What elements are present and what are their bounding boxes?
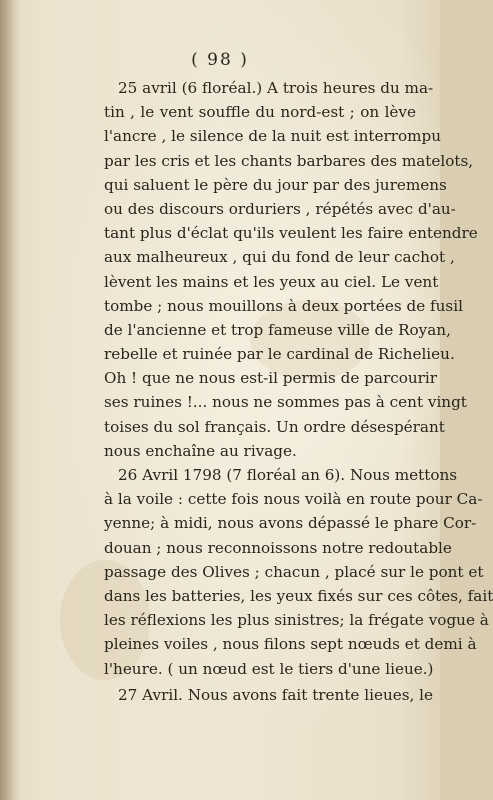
text-line: nous enchaîne au rivage. xyxy=(104,441,297,460)
text-line: passage des Olives ; chacun , placé sur le pont et xyxy=(104,562,484,581)
spine-shadow xyxy=(0,0,20,800)
text-line: par les cris et les chants barbares des matelots, xyxy=(104,151,474,170)
text-line: ses ruines !... nous ne sommes pas à cent vingt xyxy=(104,393,467,412)
text-line: pleines voiles , nous filons sept nœuds et demi à xyxy=(104,635,477,654)
text-line: yenne; à midi, nous avons dépassé le phare Cor- xyxy=(104,514,477,533)
text-line: Oh ! que ne nous est-il permis de parcourir xyxy=(104,369,438,388)
page-number: ( 98 ) xyxy=(191,50,249,70)
text-line: rebelle et ruinée par le cardinal de Richelieu. xyxy=(104,345,455,364)
text-line: aux malheureux , qui du fond de leur cachot , xyxy=(104,248,455,267)
text-line: de l'ancienne et trop fameuse ville de Royan, xyxy=(104,320,451,339)
text-line: l'heure. ( un nœud est le tiers d'une lieue.) xyxy=(104,659,434,678)
text-line: à la voile : cette fois nous voilà en route pour Ca- xyxy=(104,490,483,509)
text-line: douan ; nous reconnoissons notre redoutable xyxy=(104,538,452,557)
text-line: toises du sol français. Un ordre désespérant xyxy=(104,417,445,436)
text-line: 25 avril (6 floréal.) A trois heures du ma- xyxy=(118,79,434,97)
text-line: tombe ; nous mouillons à deux portées de fusil xyxy=(104,296,463,315)
text-line: dans les batteries, les yeux fixés sur ces côtes, fait xyxy=(104,586,493,605)
text-line: tin , le vent souffle du nord-est ; on lève xyxy=(104,103,416,122)
text-line: lèvent les mains et les yeux au ciel. Le vent xyxy=(104,272,439,291)
text-line: 26 Avril 1798 (7 floréal an 6). Nous mettons xyxy=(118,466,458,484)
text-line: tant plus d'éclat qu'ils veulent les faire entendre xyxy=(104,224,478,243)
text-line: 27 Avril. Nous avons fait trente lieues, le xyxy=(118,685,434,704)
text-line: ou des discours orduriers , répétés avec d'au- xyxy=(104,199,456,218)
body-text xyxy=(104,76,493,707)
text-line: qui saluent le père du jour par des juremens xyxy=(104,175,447,194)
text-line: les réflexions les plus sinistres; la frégate vogue à xyxy=(104,611,489,630)
text-line: l'ancre , le silence de la nuit est interrompu xyxy=(104,127,442,146)
